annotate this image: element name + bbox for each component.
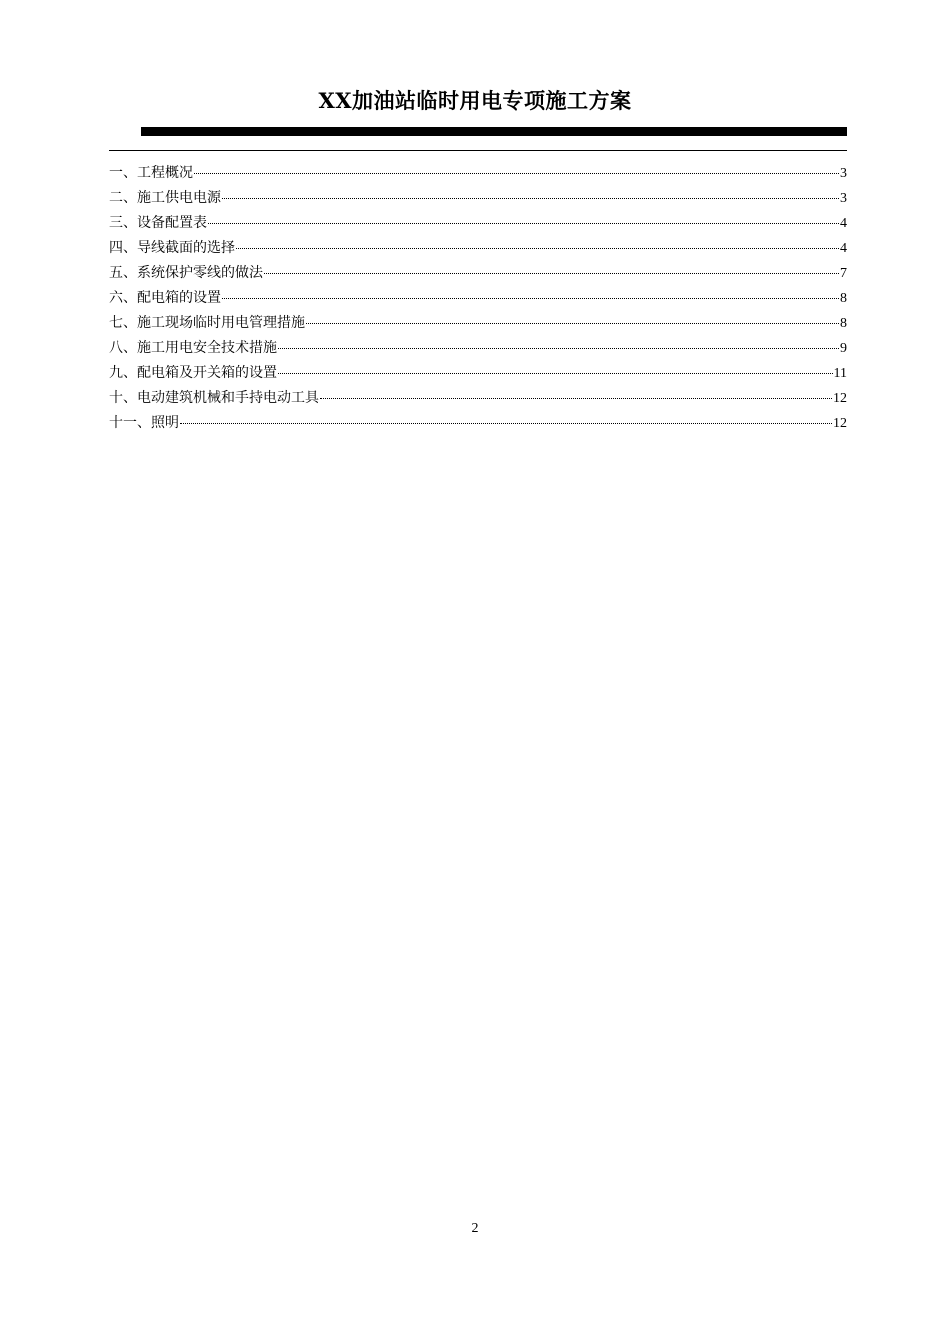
toc-entry-page: 3 [840, 191, 847, 206]
toc-entry-page: 8 [840, 291, 847, 306]
document-title: XX加油站临时用电专项施工方案 [318, 88, 632, 113]
toc-entry-label: 十、电动建筑机械和手持电动工具 [109, 390, 319, 406]
toc-entry-page: 12 [833, 416, 847, 431]
toc-entry-7[interactable] [109, 311, 847, 336]
toc-entry-8[interactable] [109, 336, 847, 361]
toc-dot-leader [278, 372, 833, 374]
toc-dot-leader [208, 222, 839, 224]
toc-dot-leader [264, 272, 839, 274]
toc-dot-leader [222, 297, 839, 299]
toc-entry-page: 11 [833, 366, 847, 381]
toc-entry-4[interactable] [109, 236, 847, 261]
header-thin-rule [109, 150, 847, 151]
header-thick-rule [141, 127, 847, 136]
toc-dot-leader [278, 347, 839, 349]
toc-entry-5[interactable] [109, 261, 847, 286]
toc-entry-label: 十一、照明 [109, 415, 179, 431]
toc-entry-1[interactable] [109, 161, 847, 186]
toc-entry-label: 一、工程概况 [109, 165, 193, 181]
toc-entry-page: 3 [840, 166, 847, 181]
toc-entry-6[interactable] [109, 286, 847, 311]
toc-entry-11[interactable] [109, 411, 847, 436]
toc-dot-leader [320, 397, 832, 399]
toc-entry-3[interactable] [109, 211, 847, 236]
toc-entry-10[interactable] [109, 386, 847, 411]
toc-dot-leader [306, 322, 839, 324]
toc-entry-label: 七、施工现场临时用电管理措施 [109, 315, 305, 331]
toc-entry-page: 12 [833, 391, 847, 406]
toc-entry-page: 4 [840, 241, 847, 256]
toc-entry-label: 三、设备配置表 [109, 215, 207, 231]
page-number: 2 [471, 1221, 479, 1236]
toc-entry-9[interactable] [109, 361, 847, 386]
toc-entry-label: 二、施工供电电源 [109, 190, 221, 206]
toc-dot-leader [222, 197, 839, 199]
toc-dot-leader [194, 172, 839, 174]
toc-entry-label: 六、配电箱的设置 [109, 290, 221, 306]
toc-entry-page: 4 [840, 216, 847, 231]
table-of-contents [109, 161, 847, 436]
toc-entry-2[interactable] [109, 186, 847, 211]
toc-dot-leader [236, 247, 839, 249]
toc-entry-label: 四、导线截面的选择 [109, 240, 235, 256]
toc-dot-leader [180, 422, 832, 424]
toc-entry-page: 9 [840, 341, 847, 356]
toc-entry-label: 五、系统保护零线的做法 [109, 265, 263, 281]
toc-entry-page: 7 [840, 266, 847, 281]
toc-entry-page: 8 [840, 316, 847, 331]
toc-entry-label: 八、施工用电安全技术措施 [109, 340, 277, 356]
toc-entry-label: 九、配电箱及开关箱的设置 [109, 365, 277, 381]
